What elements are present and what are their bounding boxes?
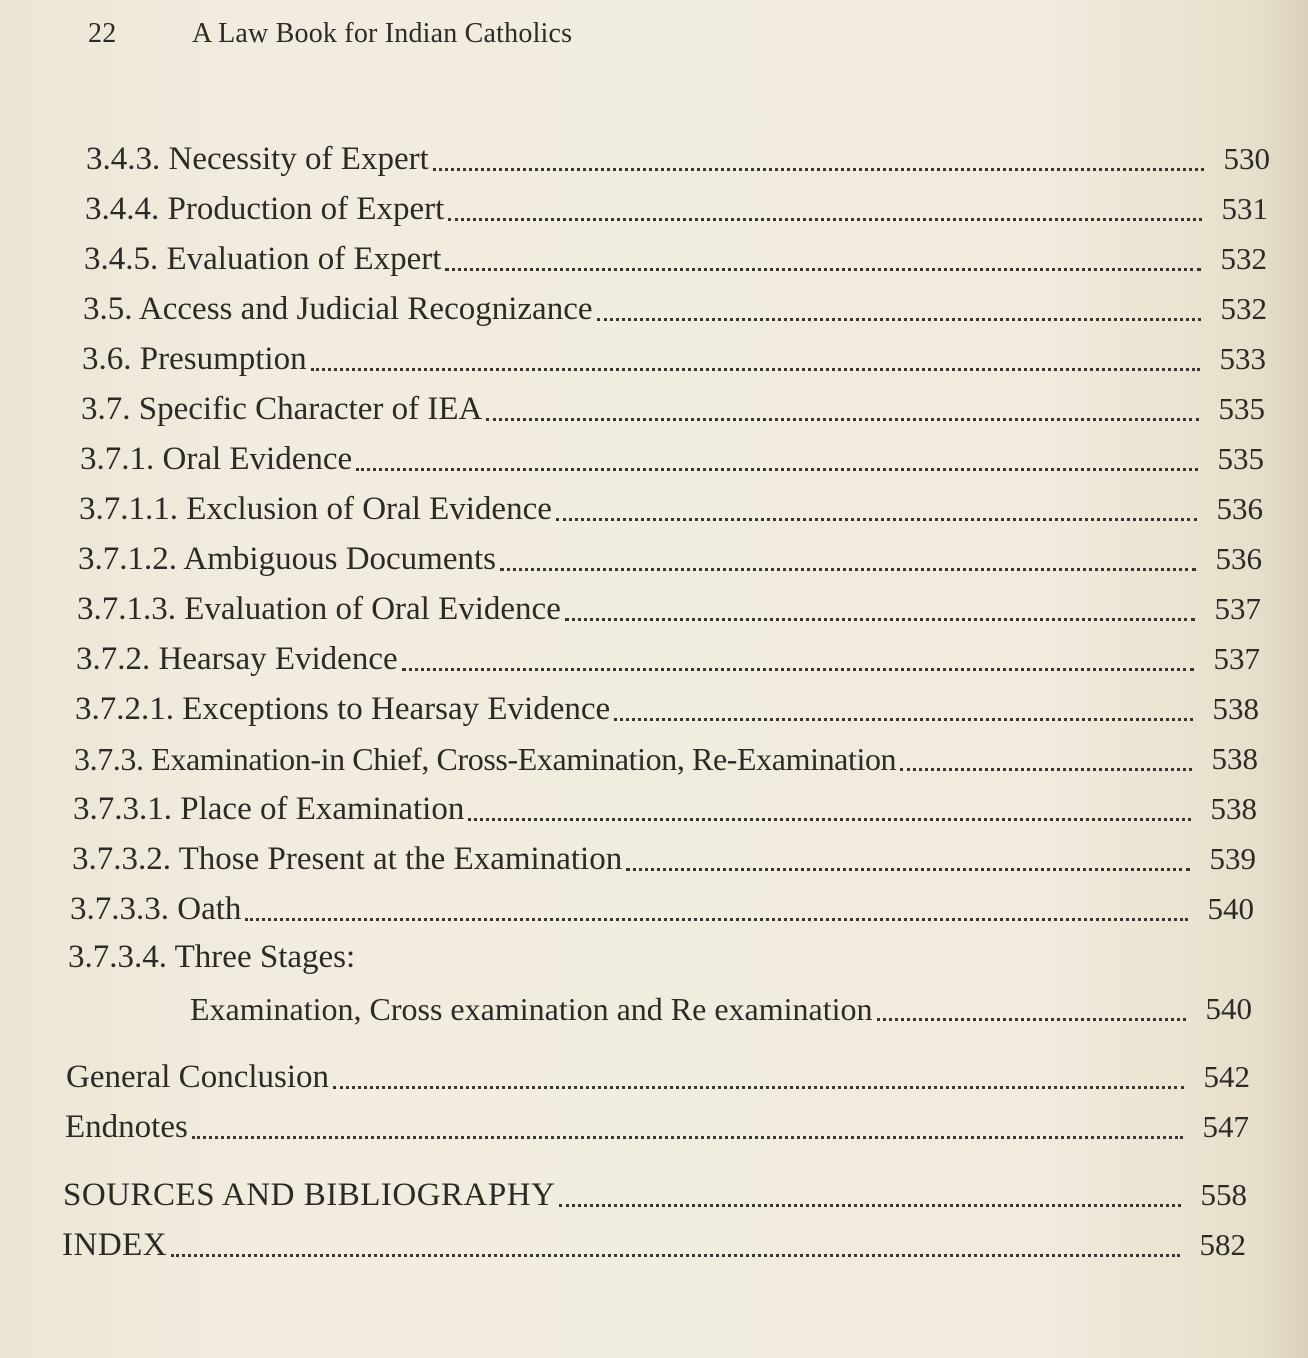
toc-entry[interactable] (85, 190, 1268, 228)
toc-entry-page: 530 (1223, 141, 1270, 176)
dot-leader (171, 1252, 1180, 1257)
toc-entry-label: 3.7.1. Oral Evidence (80, 441, 353, 477)
toc-entry[interactable] (76, 640, 1260, 678)
toc-entry-label: 3.7. Specific Character of IEA (81, 391, 483, 427)
toc-entry[interactable] (190, 990, 1252, 1028)
toc-entry-label: 3.4.3. Necessity of Expert (86, 141, 429, 177)
toc-entry[interactable] (83, 290, 1267, 328)
dot-leader (900, 766, 1192, 771)
dot-leader (597, 316, 1202, 321)
dot-leader (192, 1134, 1183, 1139)
toc-entry-label: 3.7.3.2. Those Present at the Examination (72, 841, 623, 877)
toc-subheading (68, 938, 355, 976)
toc-entry-label: 3.7.1.3. Evaluation of Oral Evidence (77, 591, 561, 627)
toc-entry[interactable] (77, 590, 1261, 628)
toc-entry-page: 531 (1221, 191, 1268, 226)
toc-entry-page: 540 (1207, 891, 1254, 926)
dot-leader (486, 416, 1199, 421)
dot-leader (559, 1202, 1181, 1207)
dot-leader (311, 366, 1200, 371)
dot-leader (565, 616, 1195, 621)
toc-entry-page: 539 (1209, 841, 1256, 876)
toc-entry-label: 3.7.3.1. Place of Examination (73, 791, 465, 827)
toc-entry-label: 3.7.3. Examination-in Chief, Cross-Examination, Re-Examination (74, 741, 897, 777)
toc-entry-page: 532 (1220, 291, 1267, 326)
toc-entry-page: 538 (1210, 791, 1257, 826)
dot-leader (448, 216, 1202, 221)
toc-entry-label: 3.6. Presumption (82, 341, 307, 377)
toc-entry[interactable] (62, 1226, 1246, 1264)
toc-entry[interactable] (65, 1108, 1249, 1146)
toc-entry[interactable] (79, 490, 1263, 528)
toc-entry[interactable] (80, 440, 1264, 478)
toc-entry[interactable] (66, 1058, 1250, 1096)
dot-leader (556, 516, 1197, 521)
header-page-number: 22 (88, 18, 117, 49)
toc-entry-label: 3.4.4. Production of Expert (85, 191, 445, 227)
dot-leader (626, 866, 1190, 871)
toc-entry-label: 3.7.1.2. Ambiguous Documents (78, 541, 496, 577)
toc-entry-label: 3.4.5. Evaluation of Expert (84, 241, 442, 277)
toc-entry-label: Examination, Cross examination and Re examination (190, 991, 873, 1027)
toc-entry-page: 535 (1218, 391, 1265, 426)
toc-entry-label: 3.7.2. Hearsay Evidence (76, 641, 398, 677)
toc-entry-label: 3.7.1.1. Exclusion of Oral Evidence (79, 491, 552, 527)
dot-leader (402, 666, 1194, 671)
toc-entry[interactable] (78, 540, 1262, 578)
dot-leader (445, 266, 1201, 271)
toc-entry-label: SOURCES AND BIBLIOGRAPHY (63, 1177, 556, 1213)
toc-entry-label: 3.5. Access and Judicial Recognizance (83, 291, 593, 327)
toc-entry-page: 537 (1213, 641, 1260, 676)
dot-leader (356, 466, 1198, 471)
dot-leader (468, 816, 1191, 821)
toc-entry-label: 3.7.3.4. Three Stages: (68, 939, 356, 975)
toc-entry-page: 536 (1216, 491, 1263, 526)
dot-leader (500, 566, 1196, 571)
toc-entry[interactable] (84, 240, 1267, 278)
toc-entry-page: 538 (1211, 741, 1258, 776)
toc-entry-page: 582 (1199, 1227, 1246, 1262)
toc-entry-page: 533 (1219, 341, 1266, 376)
toc-entry[interactable] (72, 840, 1256, 878)
toc-entry[interactable] (63, 1176, 1247, 1214)
toc-entry-page: 537 (1214, 591, 1261, 626)
toc-entry-label: INDEX (62, 1227, 168, 1263)
toc-entry-page: 532 (1220, 241, 1267, 276)
toc-entry-label: Endnotes (65, 1109, 188, 1145)
toc-entry[interactable] (70, 890, 1254, 928)
toc-entry[interactable] (73, 790, 1257, 828)
toc-entry-page: 538 (1212, 691, 1259, 726)
toc-entry[interactable] (81, 390, 1265, 428)
toc-entry[interactable] (75, 690, 1259, 728)
toc-entry[interactable] (86, 140, 1270, 178)
dot-leader (877, 1016, 1186, 1021)
dot-leader (245, 916, 1188, 921)
toc-entry-label: General Conclusion (66, 1059, 330, 1095)
dot-leader (333, 1084, 1184, 1089)
toc-entry-page: 536 (1215, 541, 1262, 576)
header-book-title: A Law Book for Indian Catholics (192, 18, 573, 49)
toc-entry-label: 3.7.2.1. Exceptions to Hearsay Evidence (75, 691, 611, 727)
toc-entry-page: 535 (1217, 441, 1264, 476)
toc-entry[interactable] (82, 340, 1266, 378)
toc-entry-page: 558 (1200, 1177, 1247, 1212)
dot-leader (614, 716, 1193, 721)
toc-entry-label: 3.7.3.3. Oath (70, 891, 242, 927)
toc-entry-page: 542 (1203, 1059, 1250, 1094)
toc-entry[interactable] (74, 740, 1258, 778)
dot-leader (433, 166, 1204, 171)
toc-entry-page: 547 (1202, 1109, 1249, 1144)
toc-entry-page: 540 (1205, 991, 1252, 1026)
